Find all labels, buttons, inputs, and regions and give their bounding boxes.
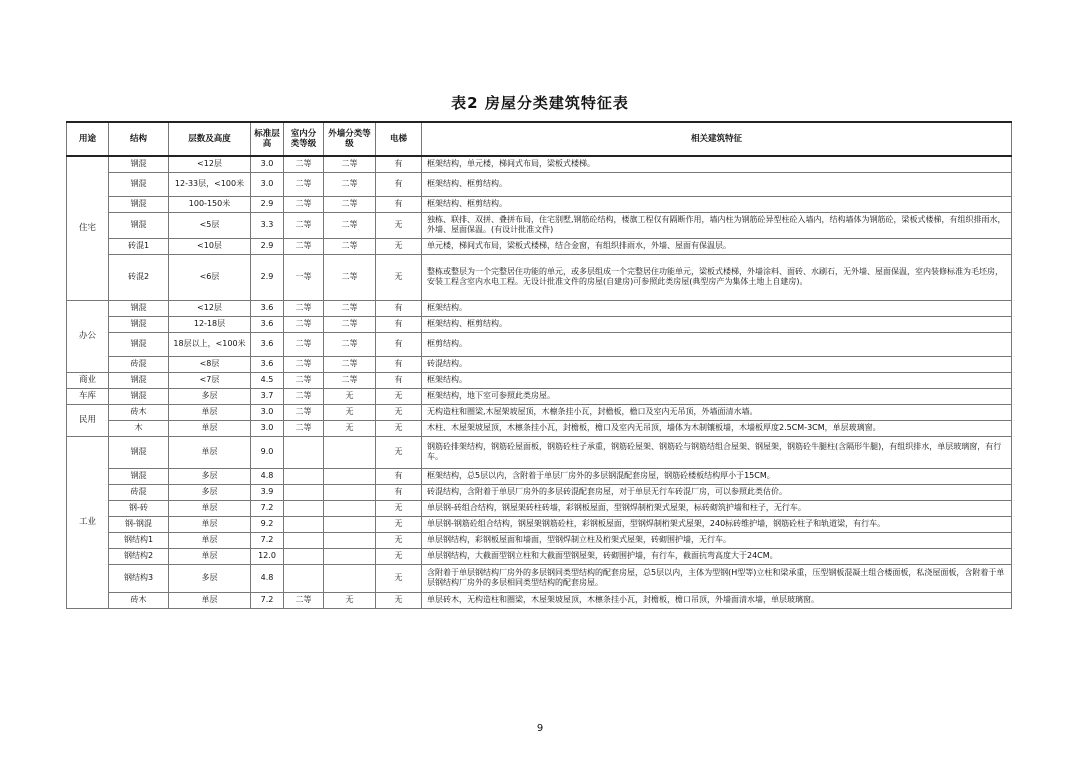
elevator-cell: 有 — [376, 332, 422, 356]
interior-grade-cell — [284, 564, 324, 592]
standard-floor-height-cell: 4.5 — [251, 372, 284, 388]
exterior-grade-cell: 二等 — [324, 316, 376, 332]
elevator-cell: 无 — [376, 564, 422, 592]
features-cell: 钢筋砼排架结构，钢筋砼屋面板，钢筋砼柱子承重，钢筋砼屋架、钢筋砼与钢筋结组合屋架、钢屋架，钢筋砼牛腿柱(含隔形牛腿)，有组织排水，单层玻璃窗，有行车。 — [422, 436, 1012, 468]
structure-cell: 砖木 — [109, 404, 169, 420]
interior-grade-cell: 二等 — [284, 156, 324, 172]
table-row — [67, 238, 1012, 254]
standard-floor-height-cell: 3.6 — [251, 332, 284, 356]
exterior-grade-cell: 二等 — [324, 356, 376, 372]
exterior-grade-cell: 无 — [324, 420, 376, 436]
elevator-cell: 无 — [376, 420, 422, 436]
table-row — [67, 300, 1012, 316]
features-cell: 单层钢-砖组合结构，钢屋架砖柱砖墙，彩钢板屋面，型钢焊制桁架式屋架，标砖砌筑护墙和柱子，无行车。 — [422, 500, 1012, 516]
table-row — [67, 404, 1012, 420]
standard-floor-height-cell: 3.3 — [251, 212, 284, 238]
exterior-grade-cell: 二等 — [324, 156, 376, 172]
structure-cell: 钢混 — [109, 172, 169, 196]
interior-grade-cell: 二等 — [284, 356, 324, 372]
standard-floor-height-cell: 4.8 — [251, 564, 284, 592]
structure-cell: 钢混 — [109, 332, 169, 356]
structure-cell: 钢混 — [109, 156, 169, 172]
interior-grade-cell: 二等 — [284, 196, 324, 212]
floors-height-cell: 12-18层 — [169, 316, 251, 332]
standard-floor-height-cell: 3.7 — [251, 388, 284, 404]
features-cell: 整栋或整层为一个完整居住功能的单元，或多层组成一个完整居住功能单元，梁板式楼梯，外墙涂料、面砖、水刷石，无外墙、屋面保温，室内装修标准为毛坯房，安装工程含室内水电工程。无设计批准文件的房屋(自建房)可参照此类房屋(典型房产为集体土地上自建房)。 — [422, 254, 1012, 300]
floors-height-cell: 12-33层，<100米 — [169, 172, 251, 196]
table-title: 表2 房屋分类建筑特征表 — [451, 94, 629, 112]
interior-grade-cell — [284, 484, 324, 500]
usage-cell: 办公 — [67, 300, 109, 372]
elevator-cell: 无 — [376, 500, 422, 516]
standard-floor-height-cell: 2.9 — [251, 254, 284, 300]
usage-cell: 住宅 — [67, 156, 109, 300]
standard-floor-height-cell: 12.0 — [251, 548, 284, 564]
standard-floor-height-cell: 9.2 — [251, 516, 284, 532]
elevator-cell: 无 — [376, 436, 422, 468]
features-cell: 框架结构、框剪结构。 — [422, 172, 1012, 196]
table-row — [67, 172, 1012, 196]
floors-height-cell: 18层以上，<100米 — [169, 332, 251, 356]
exterior-grade-cell: 无 — [324, 592, 376, 608]
exterior-grade-cell — [324, 548, 376, 564]
header-standard-floor-height: 标准层高 — [251, 122, 284, 156]
table-row — [67, 254, 1012, 300]
table-row — [67, 332, 1012, 356]
table-row — [67, 484, 1012, 500]
exterior-grade-cell: 二等 — [324, 332, 376, 356]
structure-cell: 钢混 — [109, 316, 169, 332]
table-row — [67, 316, 1012, 332]
floors-height-cell: <8层 — [169, 356, 251, 372]
elevator-cell: 无 — [376, 532, 422, 548]
features-cell: 框架结构。 — [422, 372, 1012, 388]
features-cell: 单层砖木，无构造柱和圈梁，木屋架坡屋顶，木檩条挂小瓦，封檐板，檐口吊顶，外墙面清水墙，单层玻璃窗。 — [422, 592, 1012, 608]
exterior-grade-cell: 二等 — [324, 238, 376, 254]
standard-floor-height-cell: 2.9 — [251, 238, 284, 254]
floors-height-cell: <5层 — [169, 212, 251, 238]
elevator-cell: 有 — [376, 196, 422, 212]
features-cell: 框架结构，单元楼，梯间式布局，梁板式楼梯。 — [422, 156, 1012, 172]
features-cell: 无构造柱和圈梁,木屋架坡屋顶，木檩条挂小瓦，封檐板，檐口及室内无吊顶，外墙面清水墙。 — [422, 404, 1012, 420]
features-cell: 框架结构、框剪结构。 — [422, 196, 1012, 212]
exterior-grade-cell — [324, 436, 376, 468]
structure-cell: 钢混 — [109, 468, 169, 484]
table-row — [67, 468, 1012, 484]
exterior-grade-cell: 无 — [324, 404, 376, 420]
interior-grade-cell: 二等 — [284, 388, 324, 404]
exterior-grade-cell: 二等 — [324, 212, 376, 238]
structure-cell: 钢混 — [109, 196, 169, 212]
exterior-grade-cell — [324, 484, 376, 500]
floors-height-cell: <12层 — [169, 156, 251, 172]
exterior-grade-cell: 二等 — [324, 300, 376, 316]
table-row — [67, 372, 1012, 388]
table-row — [67, 196, 1012, 212]
structure-cell: 砖混2 — [109, 254, 169, 300]
elevator-cell: 无 — [376, 404, 422, 420]
features-cell: 木柱、木屋架坡屋顶，木檩条挂小瓦，封檐板，檐口及室内无吊顶，墙体为木制镶板墙，木墙板厚度2.5CM-3CM，单层玻璃窗。 — [422, 420, 1012, 436]
interior-grade-cell — [284, 532, 324, 548]
floors-height-cell: 单层 — [169, 592, 251, 608]
features-cell: 单层钢-钢筋砼组合结构，钢屋架钢筋砼柱，彩钢板屋面，型钢焊制桁架式屋架，240标砖维护墙，钢筋砼柱子和轨道梁，有行车。 — [422, 516, 1012, 532]
standard-floor-height-cell: 3.0 — [251, 420, 284, 436]
structure-cell: 砖混 — [109, 356, 169, 372]
exterior-grade-cell — [324, 468, 376, 484]
table-row — [67, 356, 1012, 372]
floors-height-cell: 单层 — [169, 420, 251, 436]
structure-cell: 钢混 — [109, 388, 169, 404]
elevator-cell: 无 — [376, 516, 422, 532]
structure-cell: 钢结构3 — [109, 564, 169, 592]
structure-cell: 钢-砖 — [109, 500, 169, 516]
floors-height-cell: 单层 — [169, 404, 251, 420]
exterior-grade-cell — [324, 500, 376, 516]
structure-cell: 钢混 — [109, 436, 169, 468]
interior-grade-cell: 二等 — [284, 420, 324, 436]
floors-height-cell: 单层 — [169, 548, 251, 564]
interior-grade-cell: 二等 — [284, 212, 324, 238]
table-row — [67, 420, 1012, 436]
features-cell: 砖混结构。 — [422, 356, 1012, 372]
standard-floor-height-cell: 4.8 — [251, 468, 284, 484]
page-number: 9 — [536, 723, 544, 734]
interior-grade-cell — [284, 436, 324, 468]
standard-floor-height-cell: 3.6 — [251, 316, 284, 332]
features-cell: 框架结构，地下室可参照此类房屋。 — [422, 388, 1012, 404]
features-cell: 含附着于单层钢结构厂房外的多层钢同类型结构的配套房屋，总5层以内，主体为型钢(H型等)立柱和梁承重，压型钢板混凝土组合楼面板，私浇屋面板，含附着于单层钢结构厂房外的多层相同类型结构的配套房屋。 — [422, 564, 1012, 592]
elevator-cell: 有 — [376, 316, 422, 332]
building-feature-table — [66, 121, 1012, 609]
structure-cell: 钢-钢混 — [109, 516, 169, 532]
floors-height-cell: 多层 — [169, 564, 251, 592]
interior-grade-cell — [284, 500, 324, 516]
standard-floor-height-cell: 3.0 — [251, 156, 284, 172]
standard-floor-height-cell: 3.0 — [251, 172, 284, 196]
exterior-grade-cell — [324, 516, 376, 532]
header-structure: 结构 — [109, 122, 169, 156]
interior-grade-cell: 一等 — [284, 254, 324, 300]
elevator-cell: 有 — [376, 468, 422, 484]
features-cell: 砖混结构，含附着于单层厂房外的多层砖混配套房屋，对于单层无行车砖混厂房，可以参照此类估价。 — [422, 484, 1012, 500]
standard-floor-height-cell: 7.2 — [251, 500, 284, 516]
interior-grade-cell: 二等 — [284, 316, 324, 332]
exterior-grade-cell: 二等 — [324, 196, 376, 212]
interior-grade-cell: 二等 — [284, 238, 324, 254]
exterior-grade-cell: 二等 — [324, 254, 376, 300]
floors-height-cell: <6层 — [169, 254, 251, 300]
standard-floor-height-cell: 9.0 — [251, 436, 284, 468]
usage-cell: 车库 — [67, 388, 109, 404]
elevator-cell: 无 — [376, 238, 422, 254]
table-row — [67, 500, 1012, 516]
elevator-cell: 有 — [376, 300, 422, 316]
exterior-grade-cell — [324, 564, 376, 592]
interior-grade-cell: 二等 — [284, 172, 324, 196]
structure-cell: 砖混1 — [109, 238, 169, 254]
exterior-grade-cell: 二等 — [324, 172, 376, 196]
table-row — [67, 156, 1012, 172]
floors-height-cell: 单层 — [169, 532, 251, 548]
elevator-cell: 有 — [376, 356, 422, 372]
elevator-cell: 无 — [376, 254, 422, 300]
features-cell: 框架结构。 — [422, 300, 1012, 316]
structure-cell: 砖混 — [109, 484, 169, 500]
features-cell: 框架结构、框剪结构。 — [422, 316, 1012, 332]
table-header-row — [67, 122, 1012, 156]
features-cell: 独栋、联排、双拼、叠拼布局，住宅别墅,钢筋砼结构，楼旗工程仅有隔断作用，墙内柱为钢筋砼异型柱砼入墙内，结构墙体为钢筋砼，梁板式楼梯，有组织排雨水，外墙、屋面保温。(有设计批准文件) — [422, 212, 1012, 238]
elevator-cell: 无 — [376, 548, 422, 564]
standard-floor-height-cell: 7.2 — [251, 592, 284, 608]
interior-grade-cell: 二等 — [284, 404, 324, 420]
table-row — [67, 436, 1012, 468]
structure-cell: 钢结构2 — [109, 548, 169, 564]
table-row — [67, 532, 1012, 548]
elevator-cell: 有 — [376, 484, 422, 500]
header-elevator: 电梯 — [376, 122, 422, 156]
table-row — [67, 564, 1012, 592]
standard-floor-height-cell: 3.0 — [251, 404, 284, 420]
usage-cell: 民用 — [67, 404, 109, 436]
table-body — [67, 156, 1012, 608]
exterior-grade-cell: 二等 — [324, 372, 376, 388]
interior-grade-cell: 二等 — [284, 300, 324, 316]
floors-height-cell: 单层 — [169, 436, 251, 468]
floors-height-cell: 单层 — [169, 516, 251, 532]
floors-height-cell: 100-150米 — [169, 196, 251, 212]
header-usage: 用途 — [67, 122, 109, 156]
elevator-cell: 无 — [376, 592, 422, 608]
features-cell: 框剪结构。 — [422, 332, 1012, 356]
header-floors-height: 层数及高度 — [169, 122, 251, 156]
structure-cell: 钢混 — [109, 372, 169, 388]
structure-cell: 钢混 — [109, 212, 169, 238]
interior-grade-cell — [284, 548, 324, 564]
header-exterior-grade: 外墙分类等级 — [324, 122, 376, 156]
standard-floor-height-cell: 3.6 — [251, 300, 284, 316]
interior-grade-cell: 二等 — [284, 592, 324, 608]
table-row — [67, 548, 1012, 564]
floors-height-cell: <7层 — [169, 372, 251, 388]
table-row — [67, 516, 1012, 532]
features-cell: 单层钢结构，彩钢板屋面和墙面，型钢焊制立柱及桁架式屋架，砖砌围护墙，无行车。 — [422, 532, 1012, 548]
table-row — [67, 212, 1012, 238]
table-row — [67, 592, 1012, 608]
floors-height-cell: 单层 — [169, 500, 251, 516]
structure-cell: 木 — [109, 420, 169, 436]
standard-floor-height-cell: 7.2 — [251, 532, 284, 548]
elevator-cell: 无 — [376, 212, 422, 238]
exterior-grade-cell: 无 — [324, 388, 376, 404]
usage-cell: 商业 — [67, 372, 109, 388]
table-row — [67, 388, 1012, 404]
floors-height-cell: <12层 — [169, 300, 251, 316]
standard-floor-height-cell: 3.6 — [251, 356, 284, 372]
exterior-grade-cell — [324, 532, 376, 548]
elevator-cell: 有 — [376, 172, 422, 196]
structure-cell: 钢结构1 — [109, 532, 169, 548]
header-features: 相关建筑特征 — [422, 122, 1012, 156]
standard-floor-height-cell: 2.9 — [251, 196, 284, 212]
floors-height-cell: 多层 — [169, 484, 251, 500]
standard-floor-height-cell: 3.9 — [251, 484, 284, 500]
usage-cell: 工业 — [67, 436, 109, 608]
interior-grade-cell — [284, 516, 324, 532]
interior-grade-cell — [284, 468, 324, 484]
interior-grade-cell: 二等 — [284, 332, 324, 356]
floors-height-cell: 多层 — [169, 468, 251, 484]
header-interior-grade: 室内分类等级 — [284, 122, 324, 156]
features-cell: 单元楼，梯间式布局，梁板式楼梯，结合金窗，有组织排雨水，外墙、屋面有保温层。 — [422, 238, 1012, 254]
structure-cell: 钢混 — [109, 300, 169, 316]
floors-height-cell: 多层 — [169, 388, 251, 404]
elevator-cell: 有 — [376, 372, 422, 388]
elevator-cell: 有 — [376, 156, 422, 172]
floors-height-cell: <10层 — [169, 238, 251, 254]
elevator-cell: 无 — [376, 388, 422, 404]
features-cell: 单层钢结构，大截面型钢立柱和大截面型钢屋架，砖砌围护墙，有行车，截面抗弯高度大于24CM。 — [422, 548, 1012, 564]
features-cell: 框架结构，总5层以内，含附着于单层厂房外的多层钢混配套房屋，钢筋砼楼板结构厚小于15CM。 — [422, 468, 1012, 484]
structure-cell: 砖木 — [109, 592, 169, 608]
interior-grade-cell: 二等 — [284, 372, 324, 388]
